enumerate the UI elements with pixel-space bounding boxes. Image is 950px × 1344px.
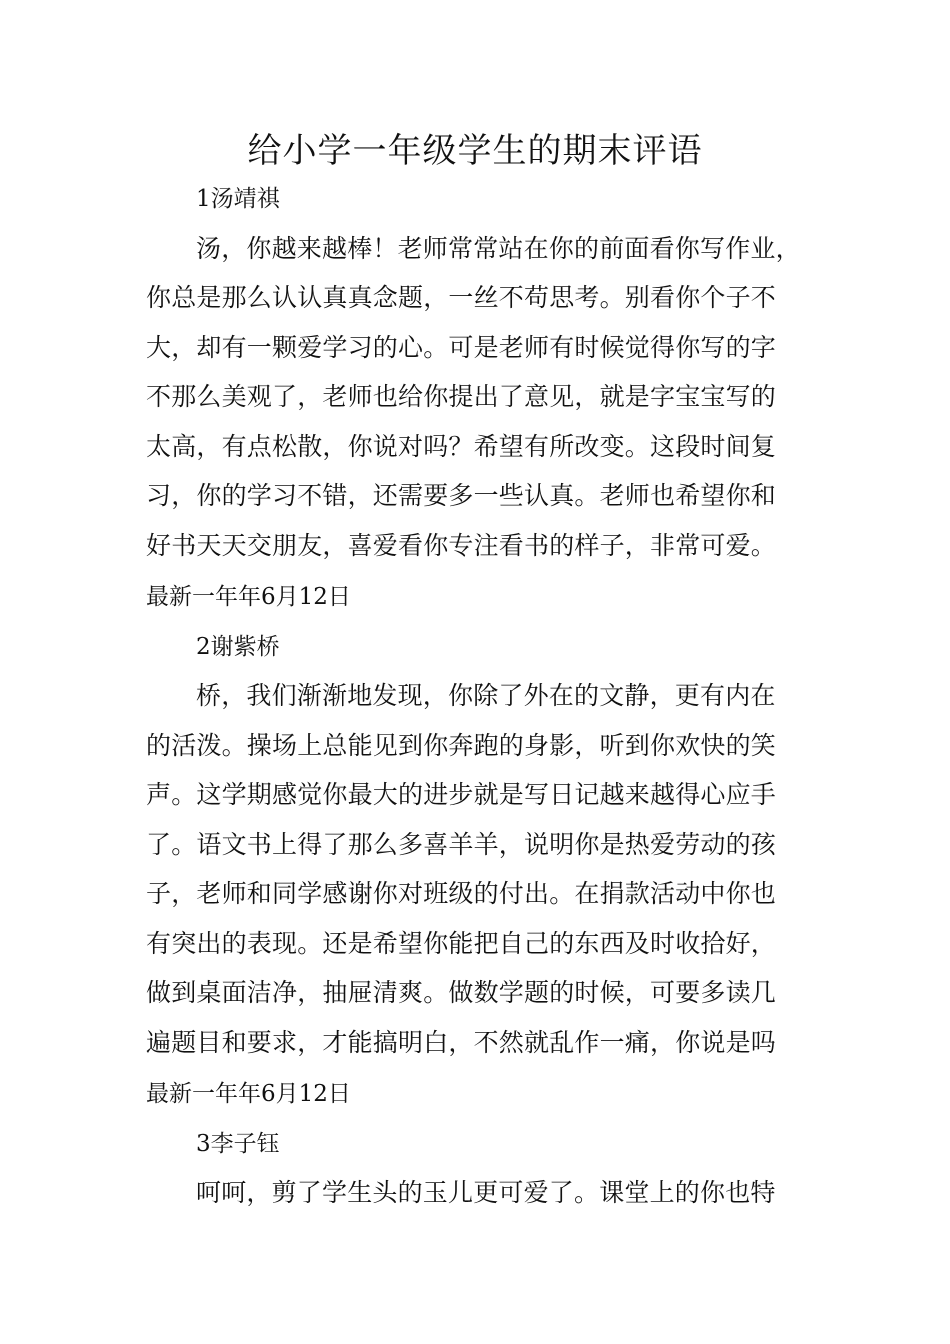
paragraph-line: 的活泼。操场上总能见到你奔跑的身影，听到你欢快的笑 (146, 731, 777, 760)
section-heading: 2谢紫桥 (196, 634, 280, 660)
paragraph-line: 桥，我们渐渐地发现，你除了外在的文静，更有内在 (196, 681, 776, 710)
section-heading: 3李子钰 (196, 1131, 280, 1157)
paragraph-line: 太高，有点松散，你说对吗？希望有所改变。这段时间复 (146, 432, 777, 461)
paragraph-line: 你总是那么认认真真念题，一丝不苟思考。别看你个子不 (146, 283, 777, 312)
paragraph-line: 声。这学期感觉你最大的进步就是写日记越来越得心应手 (146, 780, 777, 809)
paragraph-line: 大，却有一颗爱学习的心。可是老师有时候觉得你写的字 (146, 333, 777, 362)
date-line: 最新一年年6月12日 (146, 584, 351, 610)
paragraph-line: 子，老师和同学感谢你对班级的付出。在捐款活动中你也 (146, 879, 777, 908)
paragraph-line: 汤，你越来越棒！老师常常站在你的前面看你写作业， (196, 234, 801, 263)
paragraph-line: 呵呵，剪了学生头的玉儿更可爱了。课堂上的你也特 (196, 1178, 776, 1207)
paragraph-line: 做到桌面洁净，抽屉清爽。做数学题的时候，可要多读几 (146, 978, 777, 1007)
document-title: 给小学一年级学生的期末评语 (247, 131, 703, 171)
date-line: 最新一年年6月12日 (146, 1081, 351, 1107)
section-heading: 1汤靖祺 (196, 186, 280, 212)
paragraph-line: 不那么美观了，老师也给你提出了意见，就是字宝宝写的 (146, 382, 777, 411)
paragraph-line: 遍题目和要求，才能搞明白，不然就乱作一痛，你说是吗 (146, 1028, 777, 1057)
paragraph-line: 有突出的表现。还是希望你能把自己的东西及时收拾好， (146, 929, 777, 958)
paragraph-line: 习，你的学习不错，还需要多一些认真。老师也希望你和 (146, 481, 777, 510)
paragraph-line: 好书天天交朋友，喜爱看你专注看书的样子，非常可爱。 (146, 531, 777, 560)
paragraph-line: 了。语文书上得了那么多喜羊羊，说明你是热爱劳动的孩 (146, 830, 777, 859)
